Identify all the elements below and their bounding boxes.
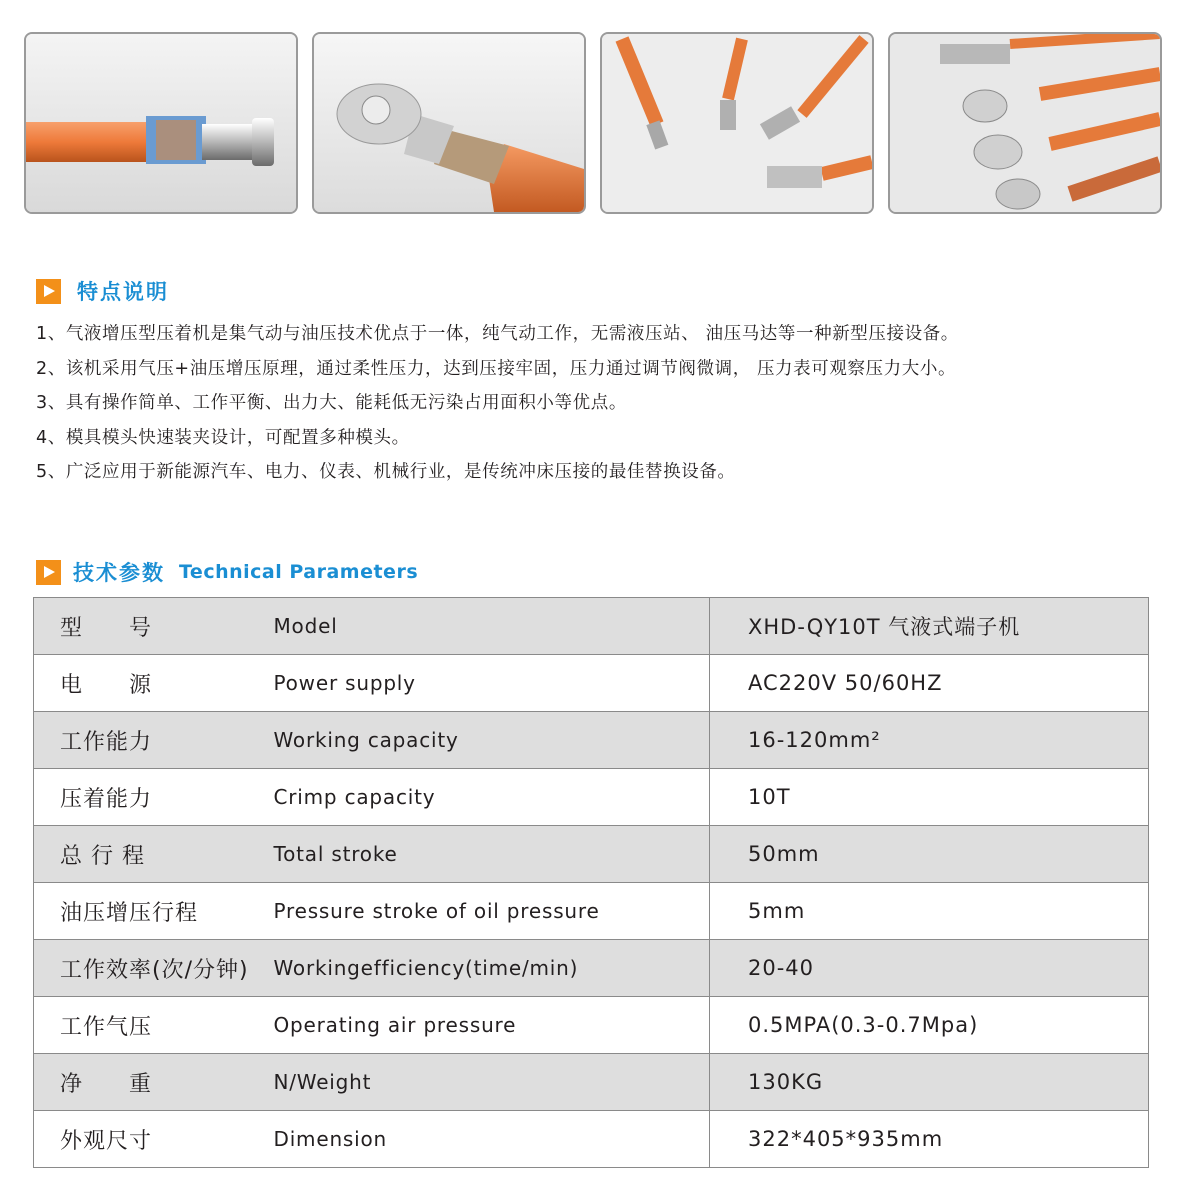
param-en-label: N/Weight — [274, 1054, 710, 1111]
param-value: 50mm — [710, 826, 1149, 883]
feature-item-4: 4、模具模头快速装夹设计，可配置多种模头。 — [36, 427, 410, 448]
param-value: 322*405*935mm — [710, 1111, 1149, 1168]
param-value: 20-40 — [710, 940, 1149, 997]
play-triangle-icon — [36, 279, 61, 304]
param-value: 0.5MPA(0.3-0.7Mpa) — [710, 997, 1149, 1054]
feature-item-5: 5、广泛应用于新能源汽车、电力、仪表、机械行业，是传统冲床压接的最佳替换设备。 — [36, 462, 736, 482]
params-heading — [36, 557, 418, 587]
cable-assembly-photo-4 — [888, 32, 1162, 214]
table-row — [34, 712, 1149, 769]
cable-assembly-photo-3 — [600, 32, 874, 214]
product-photos — [24, 32, 1158, 214]
features-heading — [36, 276, 169, 306]
params-title-cn: 技术参数 — [73, 561, 165, 585]
cable-terminal-photo-1 — [24, 32, 298, 214]
param-value: 16-120mm² — [710, 712, 1149, 769]
param-cn-label: 净 重 — [34, 1054, 274, 1111]
param-value: 5mm — [710, 883, 1149, 940]
table-row — [34, 997, 1149, 1054]
param-cn-label: 总 行 程 — [34, 826, 274, 883]
param-en-label: Pressure stroke of oil pressure — [274, 883, 710, 940]
play-triangle-icon — [36, 560, 61, 585]
param-en-label: Total stroke — [274, 826, 710, 883]
param-en-label: Working capacity — [274, 712, 710, 769]
param-en-label: Dimension — [274, 1111, 710, 1168]
param-cn-label: 型 号 — [34, 598, 274, 655]
feature-item-1: 1、气液增压型压着机是集气动与油压技术优点于一体，纯气动工作，无需液压站、 油压马达等一种新型压接设备。 — [36, 324, 959, 344]
param-en-label: Model — [274, 598, 710, 655]
table-row — [34, 826, 1149, 883]
table-row — [34, 769, 1149, 826]
feature-list — [36, 317, 1166, 490]
param-value: 130KG — [710, 1054, 1149, 1111]
table-row — [34, 940, 1149, 997]
param-en-label: Operating air pressure — [274, 997, 710, 1054]
param-en-label: Workingefficiency(time/min) — [274, 940, 710, 997]
table-row — [34, 1054, 1149, 1111]
table-row — [34, 883, 1149, 940]
param-cn-label: 油压增压行程 — [34, 883, 274, 940]
param-value: 10T — [710, 769, 1149, 826]
table-row — [34, 1111, 1149, 1168]
param-en-label: Crimp capacity — [274, 769, 710, 826]
feature-item-3: 3、具有操作简单、工作平衡、出力大、能耗低无污染占用面积小等优点。 — [36, 393, 627, 413]
param-en-label: Power supply — [274, 655, 710, 712]
param-cn-label: 压着能力 — [34, 769, 274, 826]
param-cn-label: 工作能力 — [34, 712, 274, 769]
feature-item-2: 2、该机采用气压+油压增压原理，通过柔性压力，达到压接牢固，压力通过调节阀微调， 压力表可观察压力大小。 — [36, 358, 957, 379]
params-title-en: Technical Parameters — [179, 561, 419, 583]
param-cn-label: 工作效率(次/分钟) — [34, 940, 274, 997]
param-value: AC220V 50/60HZ — [710, 655, 1149, 712]
cable-lug-photo-2 — [312, 32, 586, 214]
param-value: XHD-QY10T 气液式端子机 — [710, 598, 1149, 655]
table-row — [34, 598, 1149, 655]
param-cn-label: 电 源 — [34, 655, 274, 712]
param-cn-label: 外观尺寸 — [34, 1111, 274, 1168]
params-table — [33, 597, 1149, 1168]
param-cn-label: 工作气压 — [34, 997, 274, 1054]
table-row — [34, 655, 1149, 712]
features-title: 特点说明 — [77, 280, 169, 304]
